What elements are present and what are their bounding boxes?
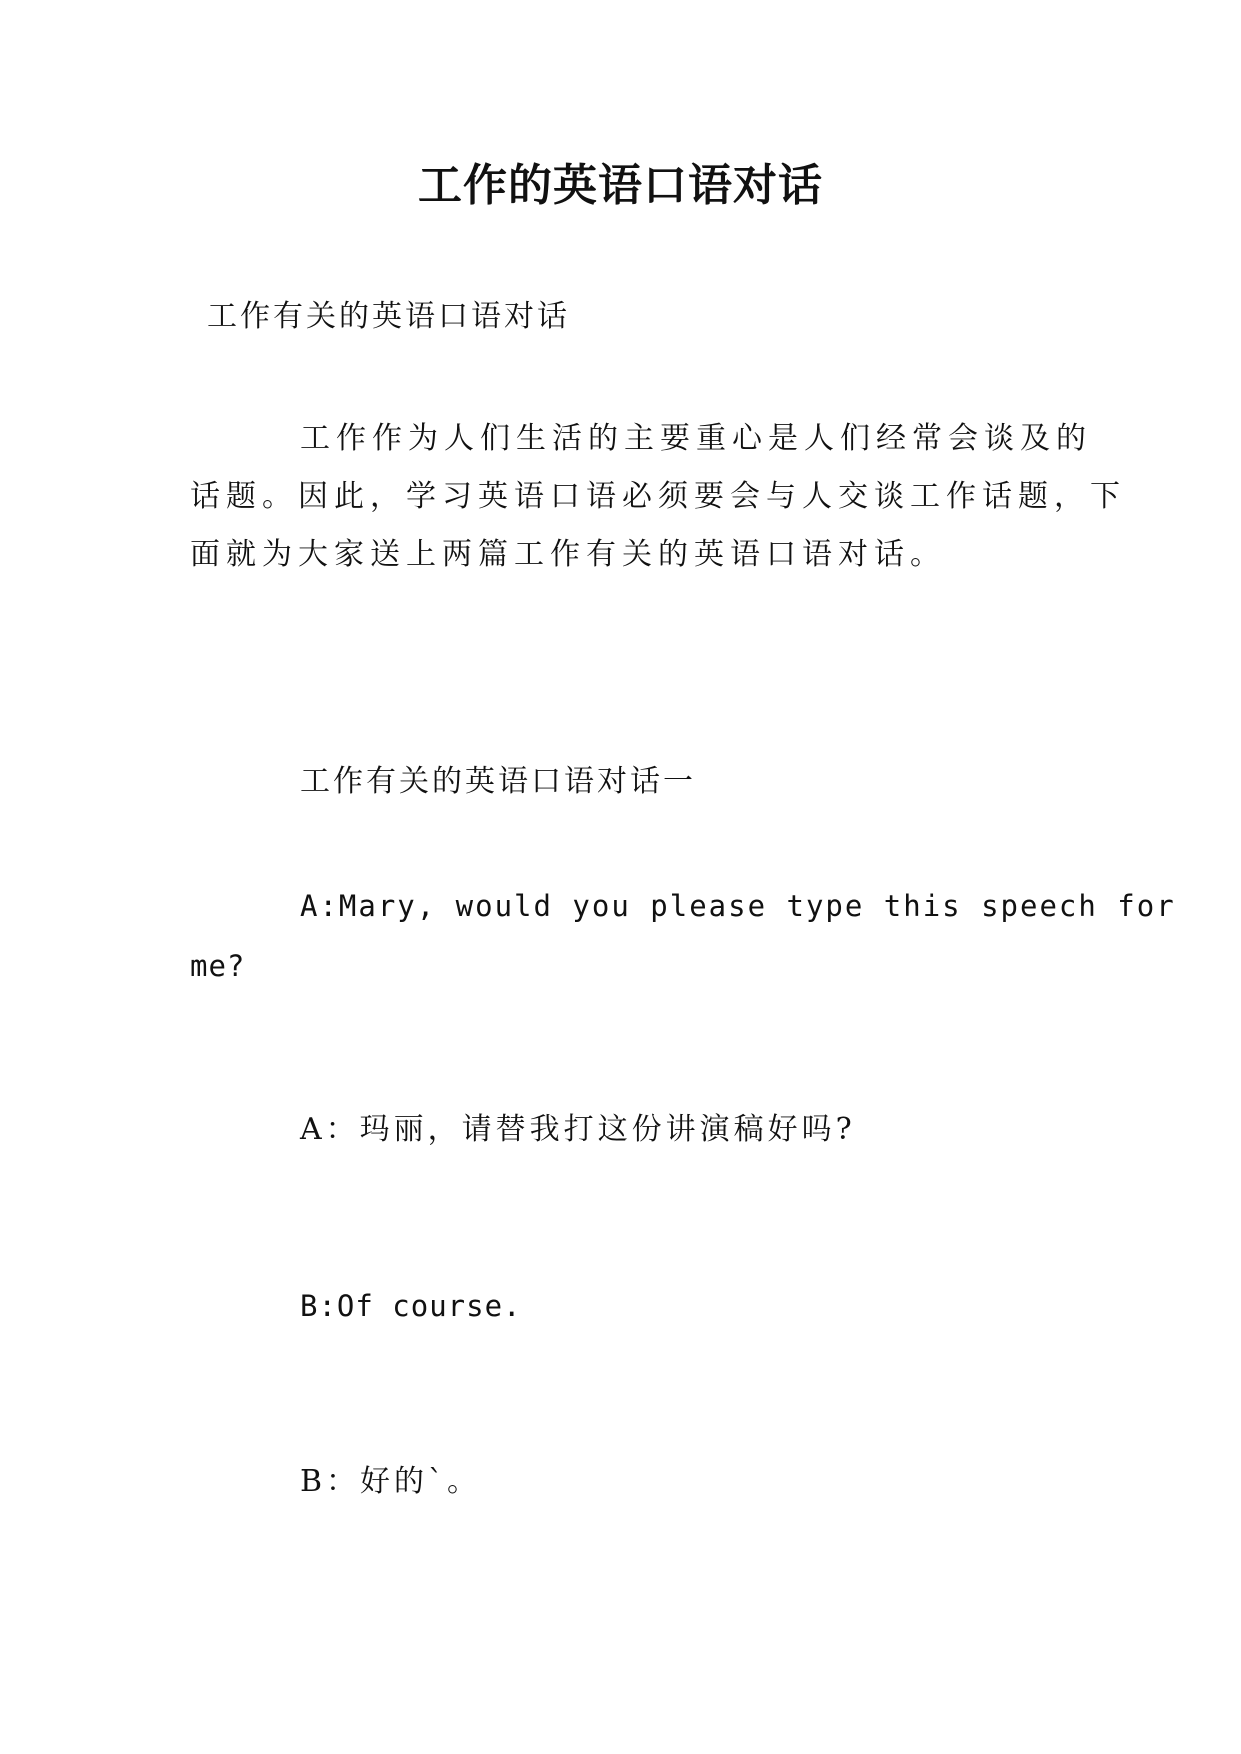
intro-line: 话题。因此，学习英语口语必须要会与人交谈工作话题，下 xyxy=(190,479,1126,514)
dialogue-text: me? xyxy=(190,949,246,983)
document-title: 工作的英语口语对话 xyxy=(418,160,823,211)
intro-line: 工作作为人们生活的主要重心是人们经常会谈及的 xyxy=(300,421,1092,456)
dialogue-line-b-english: B:Of course. xyxy=(300,1289,522,1323)
dialogue-line-a-chinese: A：玛丽，请替我打这份讲演稿好吗? xyxy=(300,1112,856,1147)
document-subtitle: 工作有关的英语口语对话 xyxy=(207,299,570,334)
intro-line: 面就为大家送上两篇工作有关的英语口语对话。 xyxy=(190,537,946,572)
intro-paragraph xyxy=(190,410,1126,584)
dialogue-line-a-english xyxy=(190,876,1176,996)
dialogue-text: A:Mary, would you please type this speech for xyxy=(300,889,1176,923)
dialogue-line-b-chinese: B：好的`。 xyxy=(300,1464,482,1499)
section-heading: 工作有关的英语口语对话一 xyxy=(300,764,696,799)
